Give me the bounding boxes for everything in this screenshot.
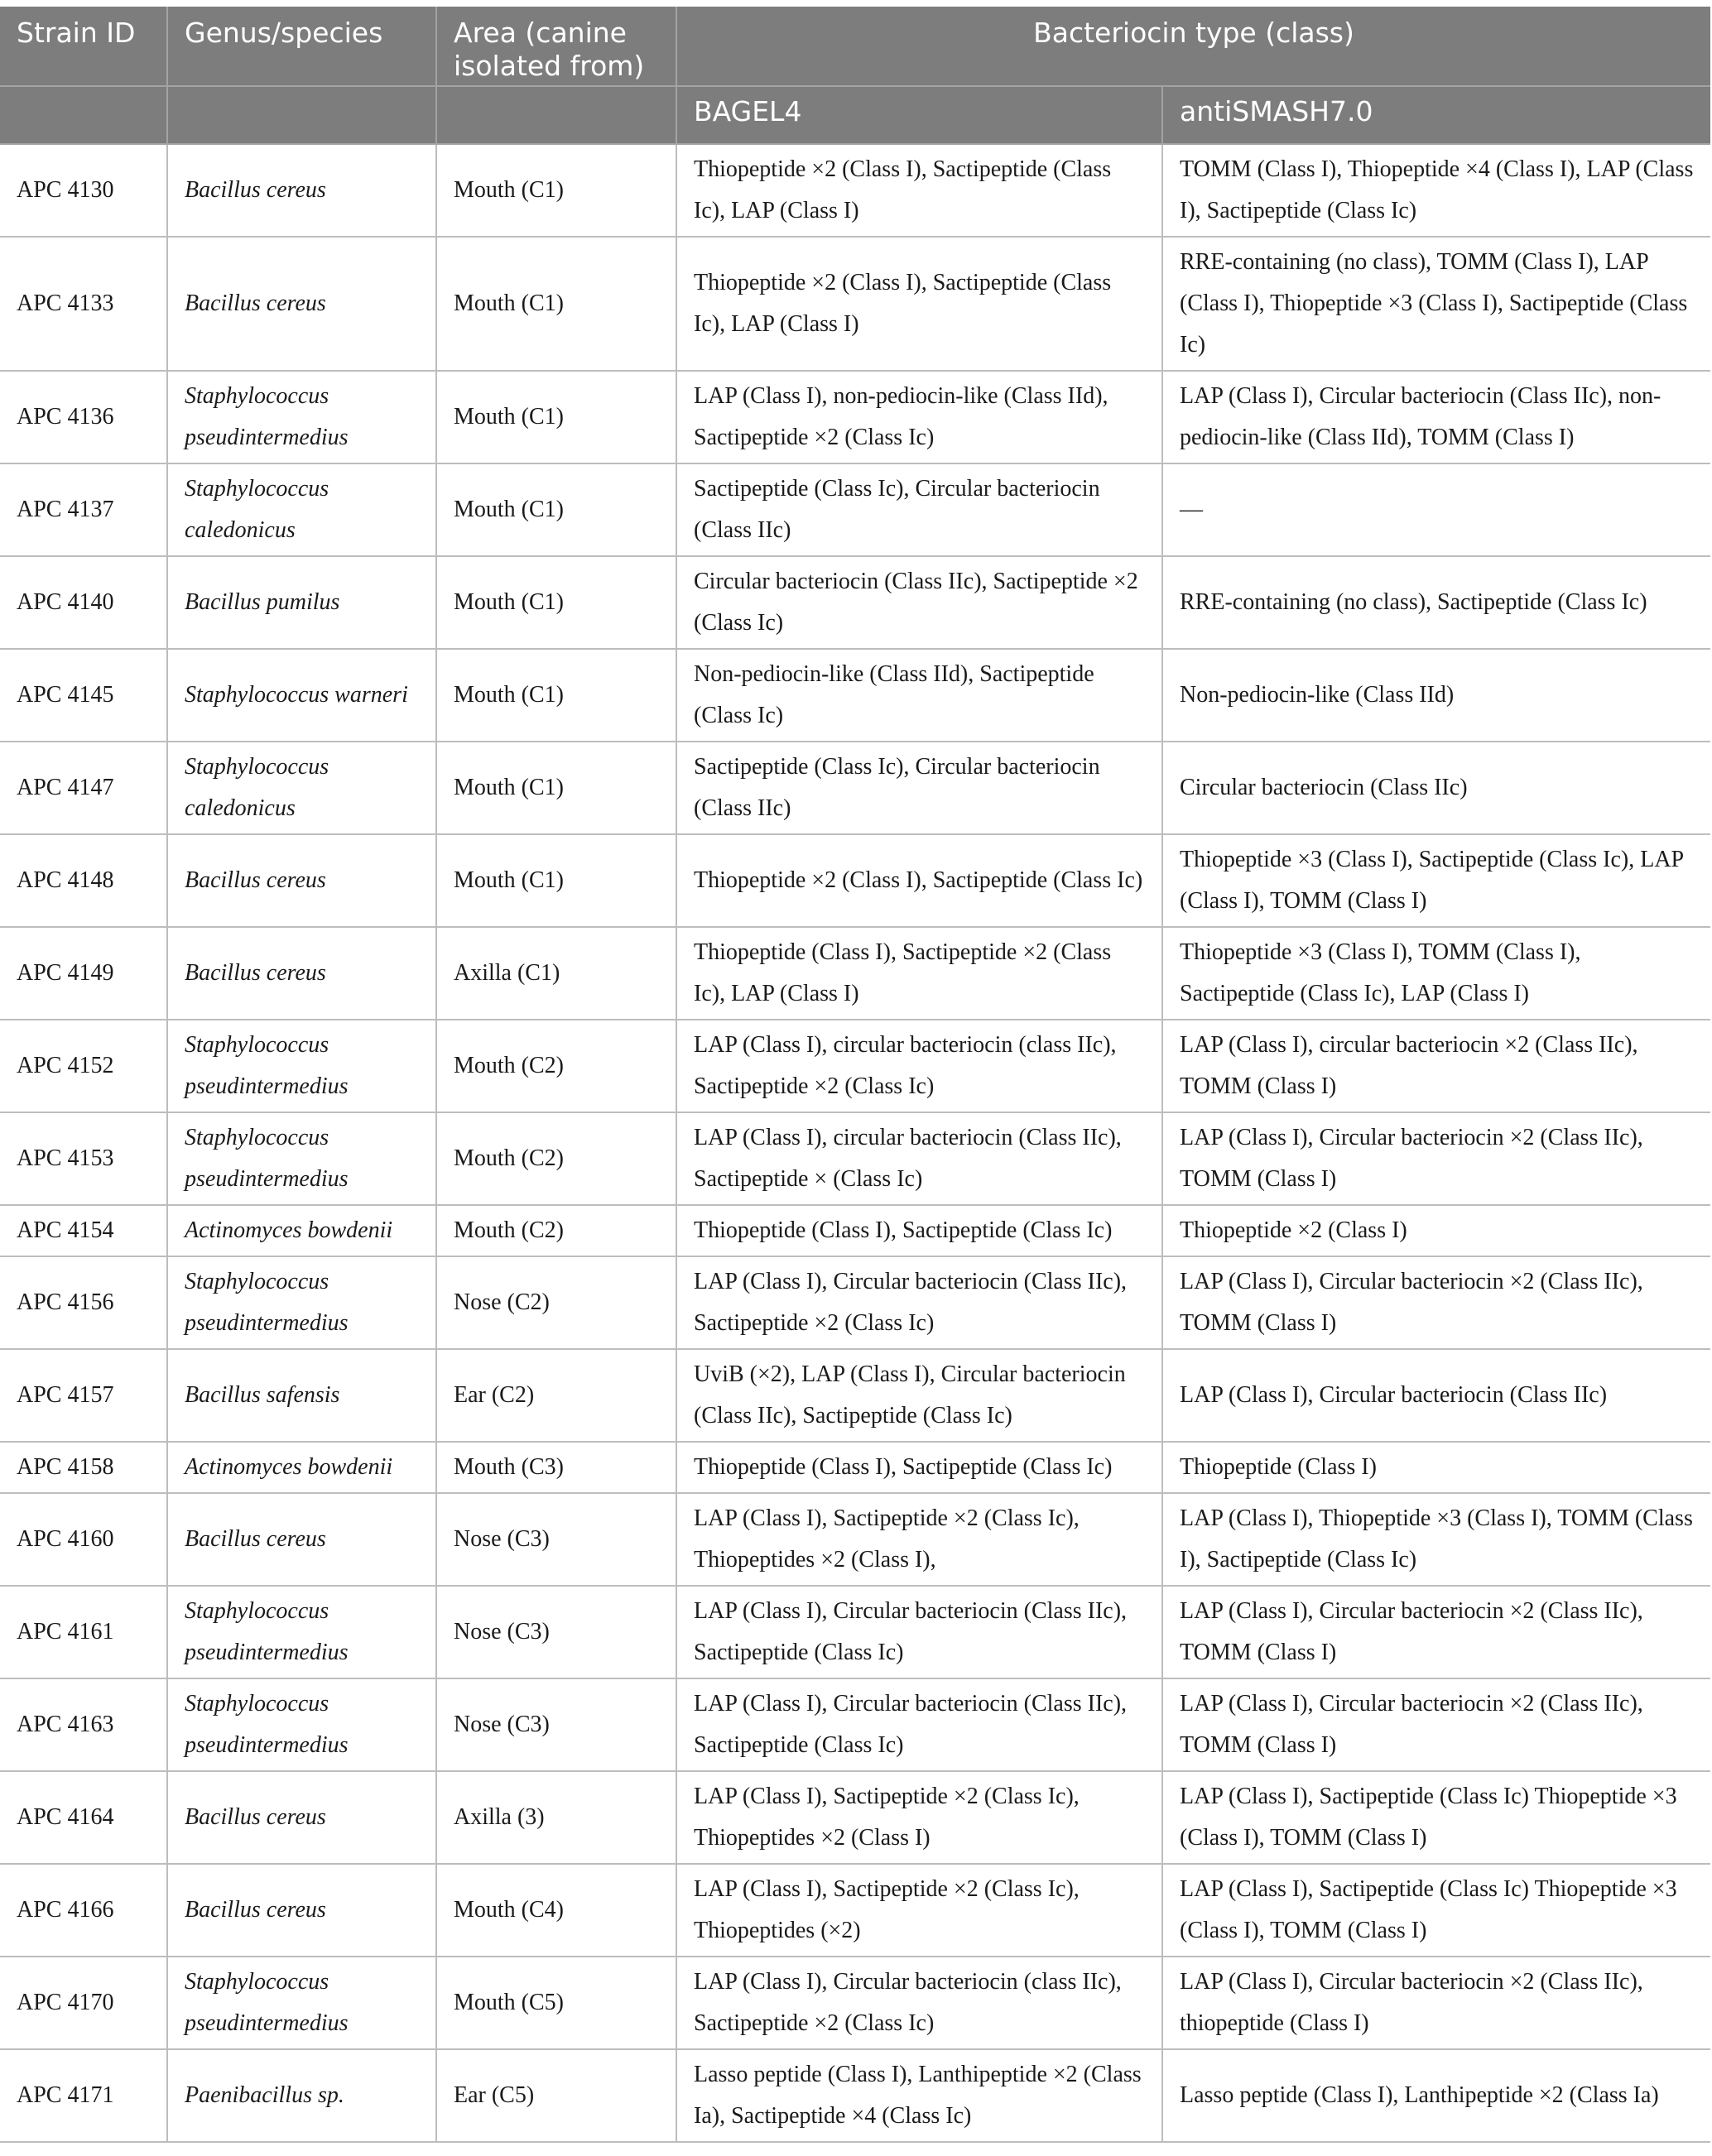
cell-strain-id: APC 4163 xyxy=(0,1678,167,1771)
cell-strain-id: APC 4161 xyxy=(0,1586,167,1678)
cell-bagel4: Circular bacteriocin (Class IIc), Sactipeptide ×2 (Class Ic) xyxy=(676,556,1162,649)
table-row xyxy=(0,1864,1710,1957)
table-row xyxy=(0,1771,1710,1864)
cell-bagel4: Thiopeptide ×2 (Class I), Sactipeptide (Class Ic), LAP (Class I) xyxy=(676,237,1162,371)
cell-area: Mouth (C1) xyxy=(436,371,676,463)
cell-strain-id: APC 4158 xyxy=(0,1442,167,1493)
table-row xyxy=(0,1493,1710,1586)
table-row xyxy=(0,144,1710,237)
cell-bagel4: LAP (Class I), Circular bacteriocin (class IIc), Sactipeptide ×2 (Class Ic) xyxy=(676,1957,1162,2049)
table-row xyxy=(0,1442,1710,1493)
cell-area: Ear (C2) xyxy=(436,1349,676,1442)
cell-bagel4: Thiopeptide (Class I), Sactipeptide (Class Ic) xyxy=(676,1205,1162,1256)
cell-species: Bacillus cereus xyxy=(167,237,436,371)
table-row xyxy=(0,1586,1710,1678)
cell-antismash: LAP (Class I), Thiopeptide ×3 (Class I), TOMM (Class I), Sactipeptide (Class Ic) xyxy=(1162,1493,1710,1586)
cell-antismash: Non-pediocin-like (Class IId) xyxy=(1162,649,1710,742)
table-row xyxy=(0,834,1710,927)
cell-area: Mouth (C3) xyxy=(436,1442,676,1493)
cell-strain-id: APC 4137 xyxy=(0,463,167,556)
cell-antismash: Lasso peptide (Class I), Lanthipeptide ×2 (Class Ia) xyxy=(1162,2049,1710,2142)
cell-species: Bacillus safensis xyxy=(167,1349,436,1442)
cell-area: Mouth (C1) xyxy=(436,556,676,649)
cell-bagel4: LAP (Class I), circular bacteriocin (class IIc), Sactipeptide ×2 (Class Ic) xyxy=(676,1020,1162,1112)
subheader-empty-2 xyxy=(167,86,436,144)
cell-area: Nose (C3) xyxy=(436,1678,676,1771)
cell-antismash: TOMM (Class I), Thiopeptide ×4 (Class I), LAP (Class I), Sactipeptide (Class Ic) xyxy=(1162,144,1710,237)
cell-species: Bacillus pumilus xyxy=(167,556,436,649)
cell-antismash: LAP (Class I), Circular bacteriocin ×2 (Class IIc), TOMM (Class I) xyxy=(1162,1586,1710,1678)
cell-strain-id: APC 4166 xyxy=(0,1864,167,1957)
cell-area: Axilla (3) xyxy=(436,1771,676,1864)
cell-species: Actinomyces bowdenii xyxy=(167,1442,436,1493)
cell-antismash: LAP (Class I), Circular bacteriocin ×2 (Class IIc), TOMM (Class I) xyxy=(1162,1112,1710,1205)
cell-bagel4: UviB (×2), LAP (Class I), Circular bacteriocin (Class IIc), Sactipeptide (Class Ic) xyxy=(676,1349,1162,1442)
header-area: Area (canine isolated from) xyxy=(436,7,676,86)
cell-species: Staphylococcus caledonicus xyxy=(167,463,436,556)
cell-antismash: LAP (Class I), Circular bacteriocin ×2 (Class IIc), TOMM (Class I) xyxy=(1162,1256,1710,1349)
table-row xyxy=(0,1256,1710,1349)
cell-area: Axilla (C1) xyxy=(436,927,676,1020)
table-row xyxy=(0,2049,1710,2142)
cell-antismash: LAP (Class I), Sactipeptide (Class Ic) Thiopeptide ×3 (Class I), TOMM (Class I) xyxy=(1162,1864,1710,1957)
cell-strain-id: APC 4156 xyxy=(0,1256,167,1349)
cell-species: Bacillus cereus xyxy=(167,1864,436,1957)
cell-area: Mouth (C1) xyxy=(436,649,676,742)
cell-area: Mouth (C4) xyxy=(436,1864,676,1957)
cell-area: Ear (C5) xyxy=(436,2049,676,2142)
cell-strain-id: APC 4145 xyxy=(0,649,167,742)
header-row xyxy=(0,7,1710,86)
cell-area: Mouth (C1) xyxy=(436,144,676,237)
table-row xyxy=(0,1349,1710,1442)
cell-antismash: LAP (Class I), circular bacteriocin ×2 (Class IIc), TOMM (Class I) xyxy=(1162,1020,1710,1112)
cell-antismash: Circular bacteriocin (Class IIc) xyxy=(1162,742,1710,834)
cell-strain-id: APC 4153 xyxy=(0,1112,167,1205)
cell-antismash: LAP (Class I), Circular bacteriocin ×2 (Class IIc), TOMM (Class I) xyxy=(1162,1678,1710,1771)
cell-strain-id: APC 4160 xyxy=(0,1493,167,1586)
cell-bagel4: Thiopeptide (Class I), Sactipeptide ×2 (Class Ic), LAP (Class I) xyxy=(676,927,1162,1020)
cell-bagel4: Non-pediocin-like (Class IId), Sactipeptide (Class Ic) xyxy=(676,649,1162,742)
cell-strain-id: APC 4149 xyxy=(0,927,167,1020)
cell-strain-id: APC 4164 xyxy=(0,1771,167,1864)
cell-area: Mouth (C2) xyxy=(436,1205,676,1256)
bacteriocin-table-container xyxy=(0,7,1712,2143)
cell-antismash: Thiopeptide ×3 (Class I), Sactipeptide (Class Ic), LAP (Class I), TOMM (Class I) xyxy=(1162,834,1710,927)
cell-antismash: Thiopeptide ×3 (Class I), TOMM (Class I), Sactipeptide (Class Ic), LAP (Class I) xyxy=(1162,927,1710,1020)
cell-bagel4: Sactipeptide (Class Ic), Circular bacteriocin (Class IIc) xyxy=(676,742,1162,834)
cell-strain-id: APC 4170 xyxy=(0,1957,167,2049)
table-row xyxy=(0,1205,1710,1256)
cell-area: Mouth (C2) xyxy=(436,1020,676,1112)
table-row xyxy=(0,1957,1710,2049)
cell-bagel4: LAP (Class I), Sactipeptide ×2 (Class Ic), Thiopeptides ×2 (Class I) xyxy=(676,1771,1162,1864)
table-row xyxy=(0,556,1710,649)
header-antismash: antiSMASH7.0 xyxy=(1162,86,1710,144)
header-genus-species: Genus/species xyxy=(167,7,436,86)
cell-bagel4: Thiopeptide ×2 (Class I), Sactipeptide (Class Ic) xyxy=(676,834,1162,927)
table-row xyxy=(0,649,1710,742)
table-row xyxy=(0,371,1710,463)
cell-species: Actinomyces bowdenii xyxy=(167,1205,436,1256)
cell-species: Staphylococcus warneri xyxy=(167,649,436,742)
subheader-empty-1 xyxy=(0,86,167,144)
cell-species: Staphylococcus pseudintermedius xyxy=(167,1020,436,1112)
cell-bagel4: LAP (Class I), circular bacteriocin (Class IIc), Sactipeptide × (Class Ic) xyxy=(676,1112,1162,1205)
table-row xyxy=(0,1112,1710,1205)
cell-strain-id: APC 4157 xyxy=(0,1349,167,1442)
cell-strain-id: APC 4136 xyxy=(0,371,167,463)
cell-species: Staphylococcus pseudintermedius xyxy=(167,1678,436,1771)
cell-antismash: LAP (Class I), Circular bacteriocin ×2 (Class IIc), thiopeptide (Class I) xyxy=(1162,1957,1710,2049)
cell-area: Mouth (C1) xyxy=(436,834,676,927)
cell-strain-id: APC 4152 xyxy=(0,1020,167,1112)
cell-strain-id: APC 4130 xyxy=(0,144,167,237)
cell-strain-id: APC 4140 xyxy=(0,556,167,649)
table-row xyxy=(0,237,1710,371)
cell-bagel4: LAP (Class I), non-pediocin-like (Class IId), Sactipeptide ×2 (Class Ic) xyxy=(676,371,1162,463)
cell-area: Nose (C2) xyxy=(436,1256,676,1349)
cell-species: Staphylococcus pseudintermedius xyxy=(167,1256,436,1349)
cell-strain-id: APC 4147 xyxy=(0,742,167,834)
header-bacteriocin-type: Bacteriocin type (class) xyxy=(676,7,1710,86)
cell-bagel4: Thiopeptide (Class I), Sactipeptide (Class Ic) xyxy=(676,1442,1162,1493)
cell-strain-id: APC 4171 xyxy=(0,2049,167,2142)
cell-bagel4: LAP (Class I), Circular bacteriocin (Class IIc), Sactipeptide ×2 (Class Ic) xyxy=(676,1256,1162,1349)
cell-antismash: — xyxy=(1162,463,1710,556)
cell-antismash: RRE-containing (no class), TOMM (Class I), LAP (Class I), Thiopeptide ×3 (Class I), Sactipeptide (Class Ic) xyxy=(1162,237,1710,371)
cell-antismash: LAP (Class I), Circular bacteriocin (Class IIc) xyxy=(1162,1349,1710,1442)
cell-strain-id: APC 4148 xyxy=(0,834,167,927)
table-row xyxy=(0,1678,1710,1771)
cell-bagel4: LAP (Class I), Sactipeptide ×2 (Class Ic), Thiopeptides (×2) xyxy=(676,1864,1162,1957)
cell-area: Mouth (C1) xyxy=(436,237,676,371)
cell-species: Staphylococcus pseudintermedius xyxy=(167,1112,436,1205)
subheader-row xyxy=(0,86,1710,144)
cell-antismash: Thiopeptide ×2 (Class I) xyxy=(1162,1205,1710,1256)
cell-area: Mouth (C5) xyxy=(436,1957,676,2049)
cell-species: Staphylococcus pseudintermedius xyxy=(167,1957,436,2049)
cell-area: Mouth (C1) xyxy=(436,742,676,834)
header-bagel4: BAGEL4 xyxy=(676,86,1162,144)
table-row xyxy=(0,1020,1710,1112)
cell-bagel4: Sactipeptide (Class Ic), Circular bacteriocin (Class IIc) xyxy=(676,463,1162,556)
table-row xyxy=(0,463,1710,556)
bacteriocin-table xyxy=(0,7,1710,2143)
cell-area: Nose (C3) xyxy=(436,1493,676,1586)
cell-strain-id: APC 4133 xyxy=(0,237,167,371)
cell-antismash: LAP (Class I), Circular bacteriocin (Class IIc), non-pediocin-like (Class IId), TOMM (Class I) xyxy=(1162,371,1710,463)
cell-species: Bacillus cereus xyxy=(167,1771,436,1864)
cell-species: Staphylococcus pseudintermedius xyxy=(167,371,436,463)
cell-bagel4: Lasso peptide (Class I), Lanthipeptide ×2 (Class Ia), Sactipeptide ×4 (Class Ic) xyxy=(676,2049,1162,2142)
table-body xyxy=(0,144,1710,2142)
cell-species: Paenibacillus sp. xyxy=(167,2049,436,2142)
table-row xyxy=(0,742,1710,834)
cell-species: Bacillus cereus xyxy=(167,927,436,1020)
cell-area: Nose (C3) xyxy=(436,1586,676,1678)
subheader-empty-3 xyxy=(436,86,676,144)
cell-bagel4: Thiopeptide ×2 (Class I), Sactipeptide (Class Ic), LAP (Class I) xyxy=(676,144,1162,237)
cell-species: Staphylococcus pseudintermedius xyxy=(167,1586,436,1678)
cell-antismash: Thiopeptide (Class I) xyxy=(1162,1442,1710,1493)
cell-species: Staphylococcus caledonicus xyxy=(167,742,436,834)
cell-species: Bacillus cereus xyxy=(167,834,436,927)
cell-bagel4: LAP (Class I), Sactipeptide ×2 (Class Ic), Thiopeptides ×2 (Class I), xyxy=(676,1493,1162,1586)
cell-bagel4: LAP (Class I), Circular bacteriocin (Class IIc), Sactipeptide (Class Ic) xyxy=(676,1586,1162,1678)
cell-antismash: LAP (Class I), Sactipeptide (Class Ic) Thiopeptide ×3 (Class I), TOMM (Class I) xyxy=(1162,1771,1710,1864)
cell-species: Bacillus cereus xyxy=(167,1493,436,1586)
cell-antismash: RRE-containing (no class), Sactipeptide (Class Ic) xyxy=(1162,556,1710,649)
table-row xyxy=(0,927,1710,1020)
cell-bagel4: LAP (Class I), Circular bacteriocin (Class IIc), Sactipeptide (Class Ic) xyxy=(676,1678,1162,1771)
header-strain-id: Strain ID xyxy=(0,7,167,86)
cell-area: Mouth (C1) xyxy=(436,463,676,556)
cell-species: Bacillus cereus xyxy=(167,144,436,237)
cell-area: Mouth (C2) xyxy=(436,1112,676,1205)
cell-strain-id: APC 4154 xyxy=(0,1205,167,1256)
